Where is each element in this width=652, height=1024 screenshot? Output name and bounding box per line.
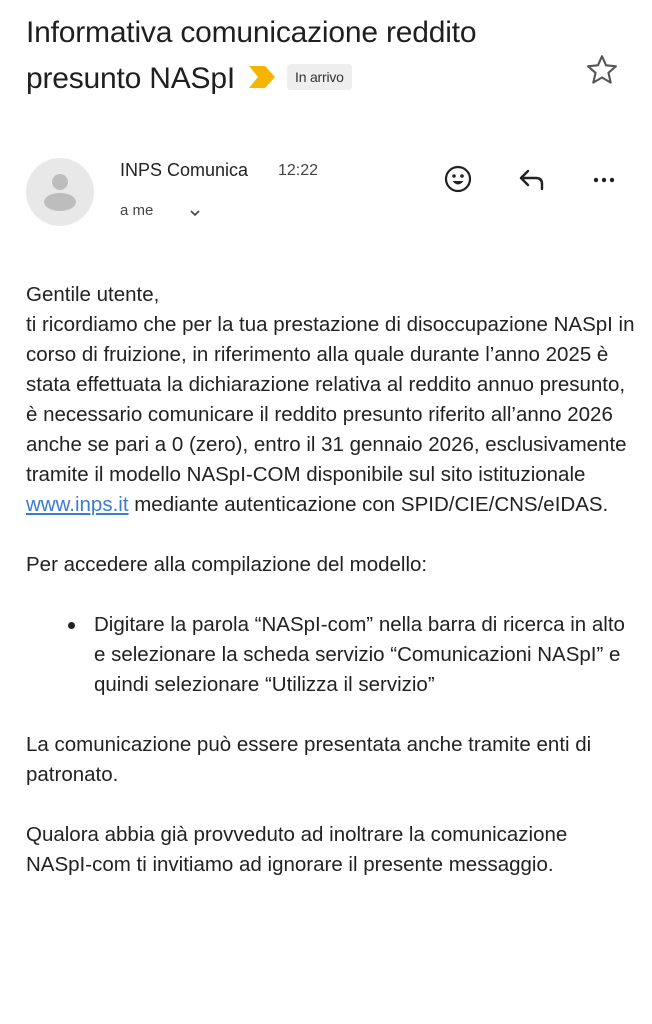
email-subject bbox=[26, 10, 576, 102]
paragraph-patronato: La comunicazione può essere presentata anche tramite enti di patronato. bbox=[26, 733, 592, 786]
subject-line-2 bbox=[26, 56, 576, 102]
paragraph-main bbox=[26, 310, 636, 520]
message-time: 12:22 bbox=[278, 162, 319, 179]
label-chip-inbox[interactable]: In arrivo bbox=[287, 64, 352, 90]
sender-name[interactable]: INPS Comunica bbox=[120, 160, 249, 180]
inps-link[interactable]: www.inps.it bbox=[26, 493, 129, 516]
subject-line-2-text: presunto NASpI bbox=[26, 62, 235, 95]
paragraph-main-text: ti ricordiamo che per la tua prestazione di disoccupazione NASpI in corso di fruizione, in riferimento alla quale durante l’anno 2025 è stata effettuata la dichiarazione relativa al reddito annuo presunto, è necessario comunicare il reddito presunto riferito all’anno 2026 anche se pari a 0 (zero), entro il 31 gennaio 2026, esclusivamente tramite il modello NASpI-COM disponibile sul sito istituzionale bbox=[26, 313, 635, 486]
message-body bbox=[26, 280, 636, 910]
list-item: Digitare la parola “NASpI-com” nella barra di ricerca in alto e selezionare la scheda servizio “Comunicazioni NASpI” e quindi selezionare “Utilizza il servizio” bbox=[94, 610, 636, 700]
instructions-list bbox=[26, 610, 636, 700]
paragraph-instructions-intro: Per accedere alla compilazione del modello: bbox=[26, 553, 428, 576]
reply-icon[interactable] bbox=[514, 161, 550, 197]
chevron-down-icon[interactable] bbox=[188, 206, 202, 220]
recipient-label: a me bbox=[120, 202, 154, 219]
star-icon[interactable] bbox=[584, 52, 620, 88]
emoji-react-icon[interactable] bbox=[440, 161, 476, 197]
greeting: Gentile utente, bbox=[26, 283, 160, 306]
more-horizontal-icon[interactable] bbox=[586, 161, 622, 197]
importance-marker-icon[interactable] bbox=[249, 66, 275, 88]
paragraph-ignore: Qualora abbia già provveduto ad inoltrare la comunicazione NASpI-com ti invitiamo ad ignorare il presente messaggio. bbox=[26, 823, 568, 876]
subject-line-1: Informativa comunicazione reddito bbox=[26, 16, 477, 49]
sender-avatar[interactable] bbox=[26, 158, 94, 226]
person-avatar-icon bbox=[26, 158, 94, 226]
paragraph-main-text-end: mediante autenticazione con SPID/CIE/CNS/eIDAS. bbox=[128, 493, 609, 516]
